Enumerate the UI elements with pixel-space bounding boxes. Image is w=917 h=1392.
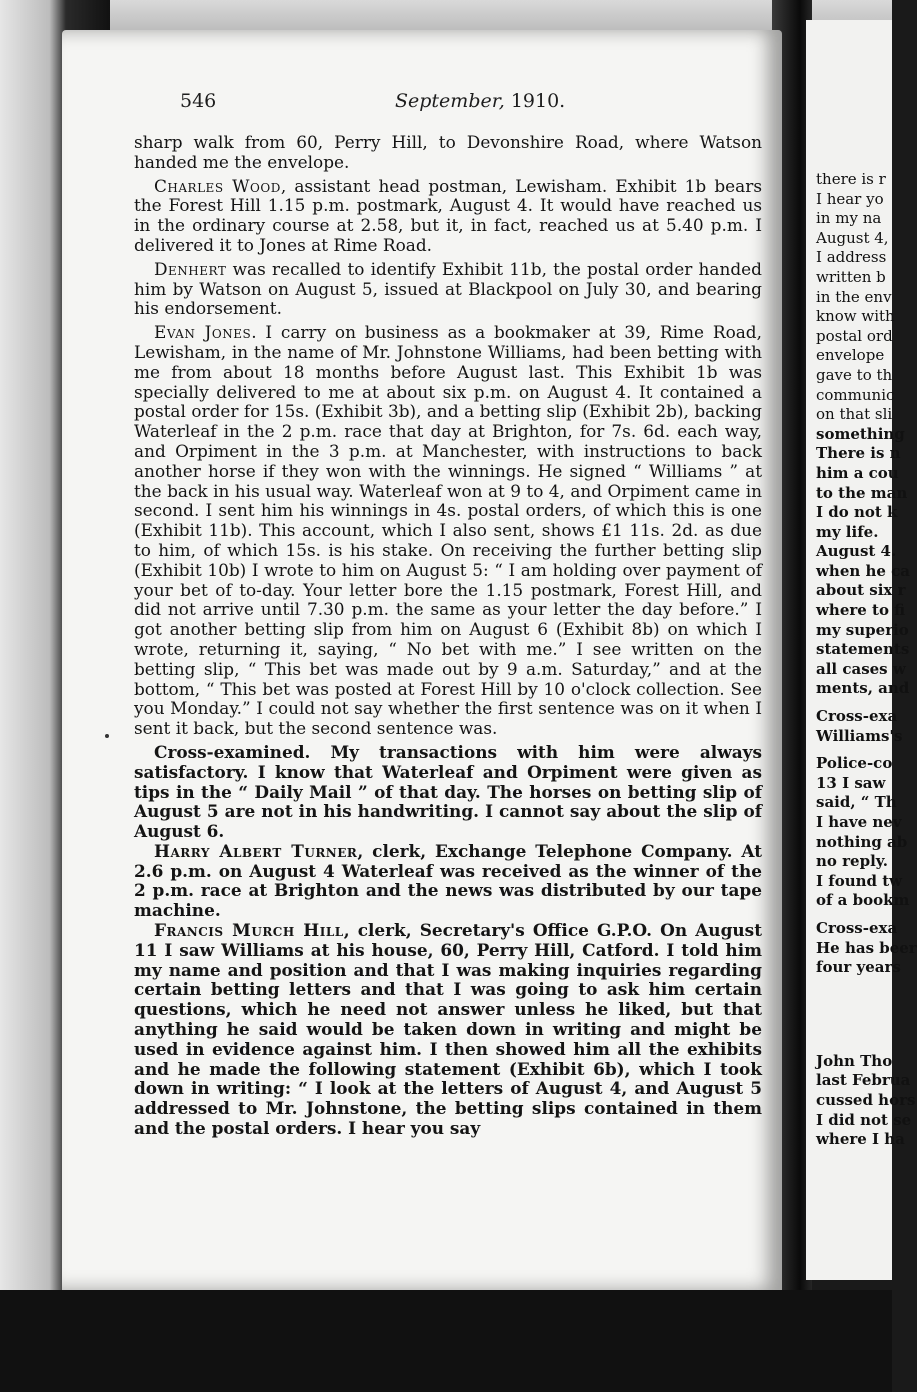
facing-page-line: four years [816,958,901,977]
scan-bottom-edge [0,1290,892,1392]
witness-name: Charles Wood [154,175,281,196]
facing-page-line: gave to th [816,365,893,384]
facing-page-line: all cases w [816,659,906,678]
facing-page-line: I have nev [816,813,902,831]
facing-page-line: 13 I saw [816,773,886,792]
page-number: 546 [180,90,217,112]
facing-page-line: my superio [816,620,909,639]
facing-page-line: Williams's [816,726,903,745]
facing-page-line: last Februa [816,1071,911,1090]
facing-page-line: know with [816,307,895,326]
witness-name: Harry Albert Turner [154,840,358,861]
witness-name: Francis Murch Hill [154,920,344,941]
facing-page-line: I found tw [816,871,903,890]
facing-page [806,20,917,1280]
facing-page-line: I did not se [816,1110,912,1129]
facing-page-line: August 4. [816,542,897,561]
facing-page-line: nothing ab [816,832,908,851]
running-head-year: 1910. [510,90,566,112]
paragraph [134,323,762,739]
paragraph-text: was recalled to identify Exhibit 11b, the postal order handed him by Watson on August 5, issued at Blackpool on July 30, and bearing his endorsement. [134,258,762,319]
paragraph-text: sharp walk from 60, Perry Hill, to Devonshire Road, where Watson handed me the envelope. [134,132,762,172]
facing-page-line: where to fi [816,601,906,620]
facing-page-line: said, “ Th [816,793,897,812]
facing-page-line: Police-co [816,754,893,773]
facing-page-line: no reply. [816,852,888,871]
facing-page-line: him a cou [816,463,899,482]
facing-page-line: to the man [816,483,908,502]
paragraph [134,842,762,921]
facing-page-line: Cross-exa [816,707,898,726]
facing-page-line: ments, and [816,679,910,698]
facing-page-line: when he ca [816,561,911,580]
witness-name: Evan Jones [154,322,252,343]
facing-page-line: about six r [816,581,906,600]
facing-page-line: Cross-exa [816,918,898,937]
paragraph [134,133,762,173]
facing-page-line: my life. [816,522,879,541]
facing-page-line: there is r [816,170,886,188]
paragraph [134,177,762,256]
facing-page-line: where I ha [816,1130,905,1149]
paragraph-text: , assistant head postman, Lewisham. Exhibit 1b bears the Forest Hill 1.15 p.m. postmark, August 4. It would have reached us in the ordinary course at 2.58, but it, in fact, reached us at 5.40 p.m. I delivered it to Jones at Rime Road. [134,175,762,255]
facing-page-line: on that sli [816,405,893,424]
facing-page-line: of a bookm [816,891,910,910]
facing-page-line: I do not k [816,503,898,522]
facing-page-line: There is n [816,444,901,463]
facing-page-line: I hear yo [816,189,884,208]
paragraph-text: , clerk, Exchange Telephone Company. At 2.6 p.m. on August 4 Waterleaf was received as the winner of the 2 p.m. race at Brighton and the news was distributed by our tape machine. [134,840,762,921]
page-header [180,90,740,120]
facing-page-line: something [816,424,905,443]
facing-page-line: communic [816,385,895,404]
facing-page-line: He has beer [816,938,917,957]
running-head-month: September, [395,90,505,112]
facing-page-line: John Tho [816,1051,893,1070]
facing-page-line: written b [816,267,886,286]
facing-page-line: statements [816,640,910,659]
paragraph-text: , clerk, Secretary's Office G.P.O. On August 11 I saw Williams at his house, 60, Perry Hill, Catford. I told him my name and position and that I was making inquiries regarding certain betting letters and that I was going to ask him certain questions, which he need not answer unless he liked, but that anything he said would be taken down in writing and might be used in evidence against him. I then showed him all the exhibits and he made the following statement (Exhibit 6b), which I took down in writing: “ I look at the letters of August 4, and August 5 addressed to Mr. Johnstone, the betting slips contained in them and the postal orders. I hear you say [134,920,762,1139]
paragraph [134,260,762,319]
facing-page-line: I address [816,248,887,267]
facing-page-line: in my na [816,209,882,228]
facing-page-line: cussed hors [816,1090,916,1109]
running-head [395,90,565,112]
paragraph [134,743,762,842]
facing-page-line: August 4, [816,228,889,247]
paragraph [134,921,762,1139]
paragraph-text: Cross-examined. My transactions with him were always satisfactory. I know that Waterleaf and Orpiment were given as tips in the “ Daily Mail ” of that day. The horses on betting slip of August 5 are not in his handwriting. I cannot say about the slip of August 6. [134,741,762,842]
facing-page-line: in the env [816,287,892,306]
page-body [134,133,762,1139]
facing-page-line: postal ord [816,326,893,345]
witness-name: Denhert [154,258,227,279]
facing-page-line: envelope [816,346,885,365]
margin-speck [105,734,109,738]
paragraph-text: . I carry on business as a bookmaker at 39, Rime Road, Lewisham, in the name of Mr. Johnstone Williams, had been betting with me from about 18 months before August last. This Exhibit 1b was specially delivered to me at about six p.m. on August 4. It contained a postal order for 15s. (Exhibit 3b), and a betting slip (Exhibit 2b), backing Waterleaf in the 2 p.m. race that day at Brighton, for 7s. 6d. each way, and Orpiment in the 3 p.m. at Manchester, with instructions to back another horse if they won with the winnings. He signed “ Williams ” at the back in his usual way. Waterleaf won at 9 to 4, and Orpiment came in second. I sent him his winnings in 4s. postal orders, of which this is one (Exhibit 11b). This account, which I also sent, shows £1 11s. 2d. as due to him, of which 15s. is his stake. On receiving the further betting slip (Exhibit 10b) I wrote to him on August 5: “ I am holding over payment of your bet of to-day. Your letter bore the 1.15 postmark, Forest Hill, and did not arrive until 7.30 p.m. the same as your letter the day before.” I got another betting slip from him on August 6 (Exhibit 8b) on which I wrote, returning it, saying, “ No bet with me.” I see written on the betting slip, “ This bet was made out by 9 a.m. Saturday,” and at the bottom, “ This bet was posted at Forest Hill by 10 o'clock collection. See you Monday.” I could not say whether the first sentence was on it when I sent it back, but the second sentence was. [134,322,762,739]
